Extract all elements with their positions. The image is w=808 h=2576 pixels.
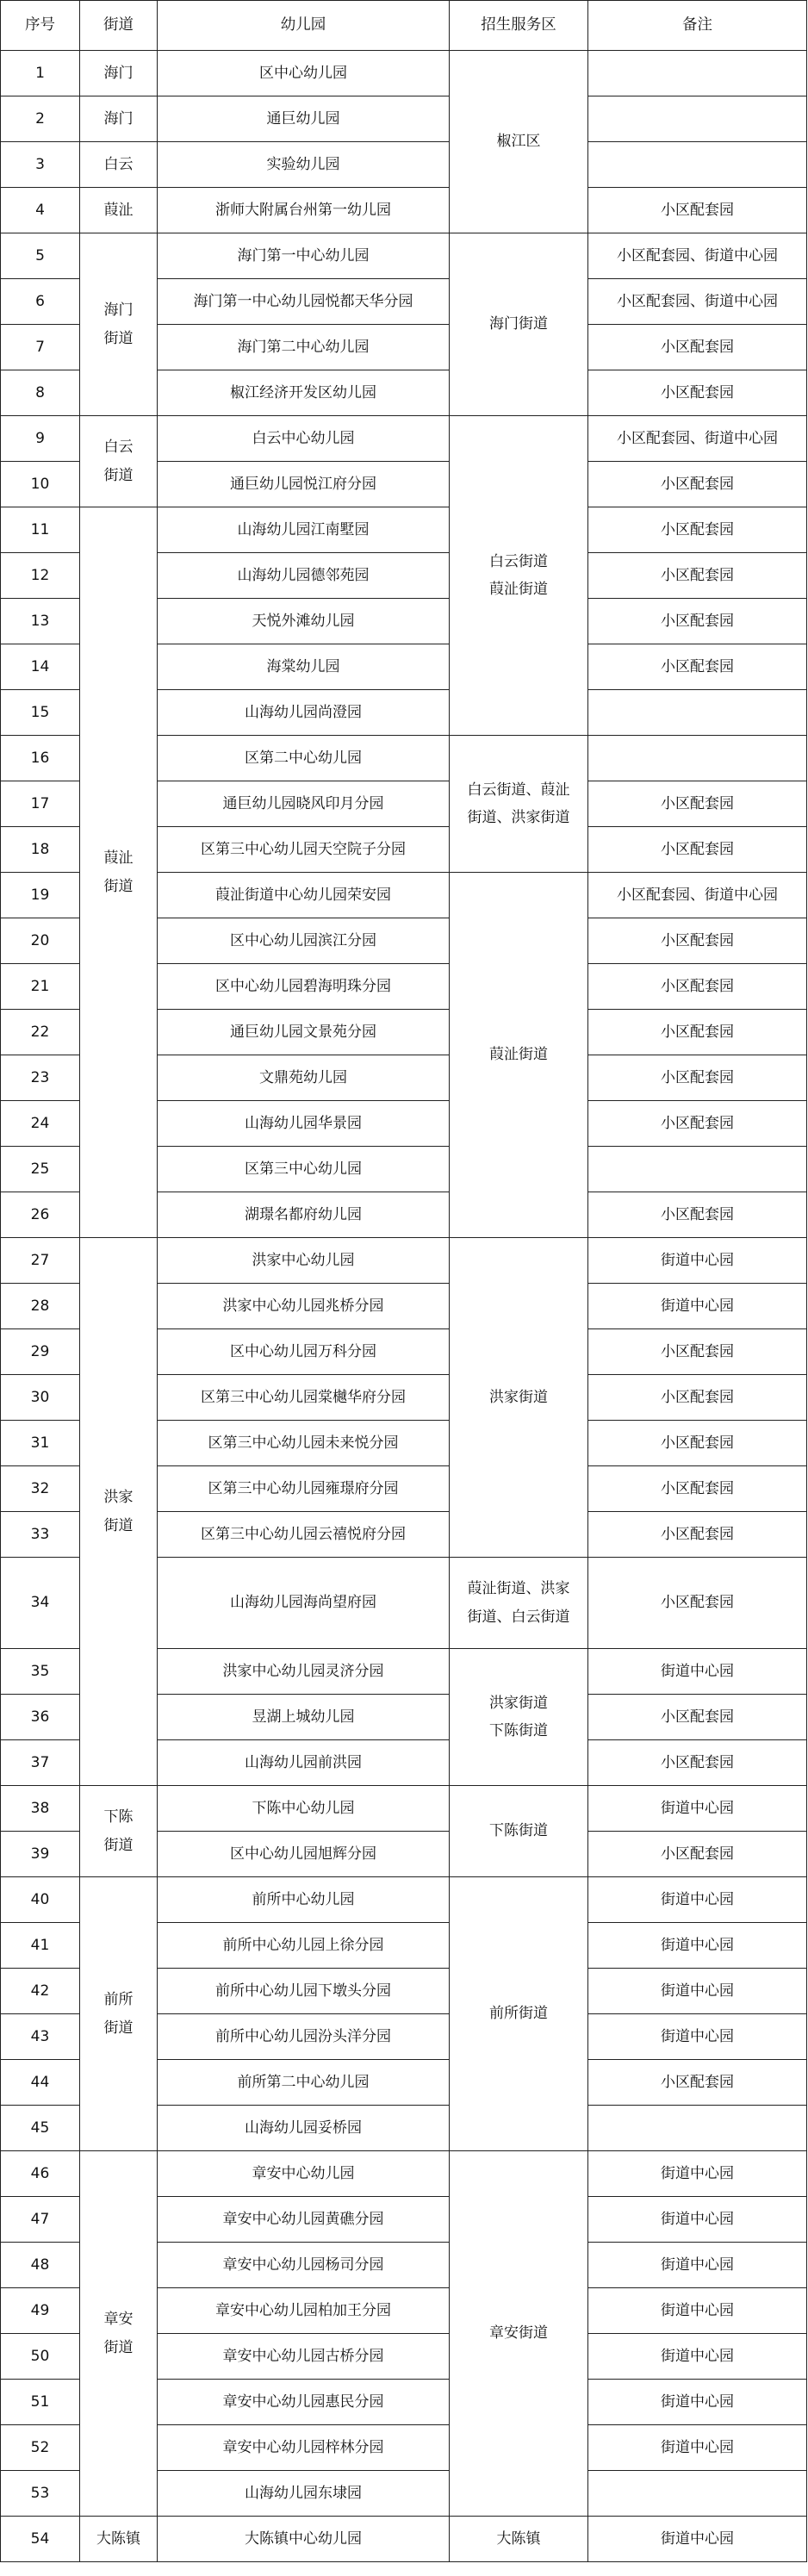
remark-cell: 小区配套园、街道中心园 <box>588 416 807 462</box>
row-serial-number: 42 <box>1 1969 80 2014</box>
row-serial-number: 11 <box>1 507 80 553</box>
row-serial-number: 22 <box>1 1010 80 1055</box>
remark-cell: 街道中心园 <box>588 2197 807 2243</box>
table-row <box>1 233 807 279</box>
row-serial-number: 52 <box>1 2425 80 2471</box>
service-zone-cell: 下陈街道 <box>450 1786 588 1877</box>
row-serial-number: 37 <box>1 1740 80 1786</box>
row-serial-number: 27 <box>1 1238 80 1284</box>
kindergarten-name-cell: 文鼎苑幼儿园 <box>158 1055 450 1101</box>
street-cell: 葭沚 <box>80 188 158 233</box>
street-cell: 葭沚 街道 <box>80 507 158 1238</box>
row-serial-number: 15 <box>1 690 80 736</box>
remark-cell: 小区配套园、街道中心园 <box>588 873 807 918</box>
remark-cell: 街道中心园 <box>588 2288 807 2334</box>
remark-cell <box>588 690 807 736</box>
row-serial-number: 46 <box>1 2151 80 2197</box>
remark-cell: 小区配套园 <box>588 1010 807 1055</box>
kindergarten-name-cell: 海门第一中心幼儿园 <box>158 233 450 279</box>
remark-cell: 小区配套园 <box>588 1055 807 1101</box>
kindergarten-name-cell: 山海幼儿园江南墅园 <box>158 507 450 553</box>
service-zone-cell: 海门街道 <box>450 233 588 416</box>
kindergarten-name-cell: 山海幼儿园尚澄园 <box>158 690 450 736</box>
row-serial-number: 8 <box>1 370 80 416</box>
row-serial-number: 7 <box>1 325 80 370</box>
service-zone-cell: 前所街道 <box>450 1877 588 2151</box>
service-zone-cell: 白云街道 葭沚街道 <box>450 416 588 736</box>
table-row <box>1 507 807 553</box>
table-row <box>1 142 807 188</box>
row-serial-number: 34 <box>1 1558 80 1649</box>
kindergarten-name-cell: 章安中心幼儿园古桥分园 <box>158 2334 450 2380</box>
row-serial-number: 9 <box>1 416 80 462</box>
remark-cell: 街道中心园 <box>588 1786 807 1832</box>
kindergarten-name-cell: 区第三中心幼儿园雍璟府分园 <box>158 1466 450 1512</box>
row-serial-number: 18 <box>1 827 80 873</box>
row-serial-number: 13 <box>1 599 80 644</box>
row-serial-number: 48 <box>1 2243 80 2288</box>
table-row <box>1 2151 807 2197</box>
row-serial-number: 36 <box>1 1695 80 1740</box>
remark-cell: 街道中心园 <box>588 1649 807 1695</box>
service-zone-cell: 章安街道 <box>450 2151 588 2517</box>
kindergarten-name-cell: 区中心幼儿园滨江分园 <box>158 918 450 964</box>
remark-cell: 街道中心园 <box>588 2243 807 2288</box>
remark-cell: 街道中心园 <box>588 1238 807 1284</box>
table-row <box>1 416 807 462</box>
row-serial-number: 24 <box>1 1101 80 1147</box>
row-serial-number: 17 <box>1 781 80 827</box>
row-serial-number: 35 <box>1 1649 80 1695</box>
remark-cell: 小区配套园 <box>588 1512 807 1558</box>
kindergarten-name-cell: 章安中心幼儿园黄礁分园 <box>158 2197 450 2243</box>
remark-cell <box>588 96 807 142</box>
kindergarten-name-cell: 通巨幼儿园悦江府分园 <box>158 462 450 507</box>
kindergarten-name-cell: 区第三中心幼儿园 <box>158 1147 450 1192</box>
row-serial-number: 30 <box>1 1375 80 1421</box>
remark-cell: 小区配套园 <box>588 781 807 827</box>
kindergarten-name-cell: 白云中心幼儿园 <box>158 416 450 462</box>
remark-cell: 小区配套园 <box>588 1695 807 1740</box>
remark-cell: 小区配套园、街道中心园 <box>588 279 807 325</box>
remark-cell: 小区配套园 <box>588 370 807 416</box>
remark-cell <box>588 142 807 188</box>
remark-cell: 小区配套园 <box>588 1421 807 1466</box>
remark-cell: 小区配套园 <box>588 918 807 964</box>
table-row <box>1 1877 807 1923</box>
row-serial-number: 39 <box>1 1832 80 1877</box>
remark-cell: 小区配套园 <box>588 827 807 873</box>
row-serial-number: 12 <box>1 553 80 599</box>
remark-cell: 街道中心园 <box>588 1284 807 1329</box>
kindergarten-name-cell: 区中心幼儿园旭辉分园 <box>158 1832 450 1877</box>
service-zone-cell: 洪家街道 <box>450 1238 588 1558</box>
remark-cell <box>588 2106 807 2151</box>
kindergarten-name-cell: 章安中心幼儿园梓林分园 <box>158 2425 450 2471</box>
kindergarten-name-cell: 章安中心幼儿园惠民分园 <box>158 2380 450 2425</box>
remark-cell: 小区配套园 <box>588 1558 807 1649</box>
kindergarten-name-cell: 区中心幼儿园碧海明珠分园 <box>158 964 450 1010</box>
row-serial-number: 14 <box>1 644 80 690</box>
kindergarten-name-cell: 浙师大附属台州第一幼儿园 <box>158 188 450 233</box>
remark-cell: 小区配套园 <box>588 644 807 690</box>
kindergarten-name-cell: 区中心幼儿园 <box>158 51 450 96</box>
remark-cell: 街道中心园 <box>588 2014 807 2060</box>
kindergarten-name-cell: 湖璟名都府幼儿园 <box>158 1192 450 1238</box>
table-header-row <box>1 1 807 51</box>
service-zone-cell: 洪家街道 下陈街道 <box>450 1649 588 1786</box>
row-serial-number: 19 <box>1 873 80 918</box>
street-cell: 下陈 街道 <box>80 1786 158 1877</box>
street-cell: 洪家 街道 <box>80 1238 158 1786</box>
remark-cell: 街道中心园 <box>588 2425 807 2471</box>
kindergarten-name-cell: 区第二中心幼儿园 <box>158 736 450 781</box>
kindergarten-name-cell: 通巨幼儿园文景苑分园 <box>158 1010 450 1055</box>
kindergarten-name-cell: 前所中心幼儿园上徐分园 <box>158 1923 450 1969</box>
kindergarten-name-cell: 海门第一中心幼儿园悦都天华分园 <box>158 279 450 325</box>
kindergarten-name-cell: 山海幼儿园妥桥园 <box>158 2106 450 2151</box>
row-serial-number: 1 <box>1 51 80 96</box>
kindergarten-name-cell: 前所中心幼儿园下墩头分园 <box>158 1969 450 2014</box>
kindergarten-name-cell: 下陈中心幼儿园 <box>158 1786 450 1832</box>
remark-cell: 小区配套园 <box>588 1832 807 1877</box>
row-serial-number: 28 <box>1 1284 80 1329</box>
row-serial-number: 4 <box>1 188 80 233</box>
service-zone-cell: 葭沚街道、洪家 街道、白云街道 <box>450 1558 588 1649</box>
row-serial-number: 47 <box>1 2197 80 2243</box>
row-serial-number: 53 <box>1 2471 80 2517</box>
row-serial-number: 43 <box>1 2014 80 2060</box>
row-serial-number: 20 <box>1 918 80 964</box>
kindergarten-name-cell: 大陈镇中心幼儿园 <box>158 2517 450 2562</box>
row-serial-number: 25 <box>1 1147 80 1192</box>
remark-cell: 街道中心园 <box>588 2334 807 2380</box>
kindergarten-name-cell: 山海幼儿园东埭园 <box>158 2471 450 2517</box>
remark-cell: 小区配套园 <box>588 188 807 233</box>
service-zone-cell: 白云街道、葭沚 街道、洪家街道 <box>450 736 588 873</box>
street-cell: 海门 街道 <box>80 233 158 416</box>
remark-cell: 小区配套园 <box>588 1329 807 1375</box>
kindergarten-name-cell: 洪家中心幼儿园 <box>158 1238 450 1284</box>
row-serial-number: 51 <box>1 2380 80 2425</box>
kindergarten-name-cell: 葭沚街道中心幼儿园荣安园 <box>158 873 450 918</box>
kindergarten-name-cell: 章安中心幼儿园柏加王分园 <box>158 2288 450 2334</box>
kindergarten-name-cell: 区第三中心幼儿园未来悦分园 <box>158 1421 450 1466</box>
row-serial-number: 50 <box>1 2334 80 2380</box>
table-body <box>1 51 807 2562</box>
row-serial-number: 5 <box>1 233 80 279</box>
row-serial-number: 26 <box>1 1192 80 1238</box>
row-serial-number: 10 <box>1 462 80 507</box>
row-serial-number: 23 <box>1 1055 80 1101</box>
remark-cell: 小区配套园 <box>588 599 807 644</box>
row-serial-number: 3 <box>1 142 80 188</box>
header-service-zone: 招生服务区 <box>450 1 588 51</box>
remark-cell: 街道中心园 <box>588 1877 807 1923</box>
row-serial-number: 45 <box>1 2106 80 2151</box>
street-cell: 海门 <box>80 51 158 96</box>
kindergarten-name-cell: 椒江经济开发区幼儿园 <box>158 370 450 416</box>
kindergarten-name-cell: 洪家中心幼儿园灵济分园 <box>158 1649 450 1695</box>
row-serial-number: 16 <box>1 736 80 781</box>
header-street: 街道 <box>80 1 158 51</box>
remark-cell: 小区配套园 <box>588 1101 807 1147</box>
table-row <box>1 2517 807 2562</box>
remark-cell: 小区配套园 <box>588 2060 807 2106</box>
table-row <box>1 188 807 233</box>
remark-cell <box>588 1147 807 1192</box>
kindergarten-name-cell: 区第三中心幼儿园天空院子分园 <box>158 827 450 873</box>
kindergarten-name-cell: 通巨幼儿园 <box>158 96 450 142</box>
table-row <box>1 1786 807 1832</box>
kindergarten-name-cell: 章安中心幼儿园杨司分园 <box>158 2243 450 2288</box>
street-cell: 白云 <box>80 142 158 188</box>
row-serial-number: 33 <box>1 1512 80 1558</box>
street-cell: 白云 街道 <box>80 416 158 507</box>
header-serial-number: 序号 <box>1 1 80 51</box>
kindergarten-name-cell: 昱湖上城幼儿园 <box>158 1695 450 1740</box>
remark-cell <box>588 2471 807 2517</box>
kindergarten-name-cell: 洪家中心幼儿园兆桥分园 <box>158 1284 450 1329</box>
remark-cell <box>588 51 807 96</box>
remark-cell: 街道中心园 <box>588 2380 807 2425</box>
remark-cell: 街道中心园 <box>588 2151 807 2197</box>
row-serial-number: 49 <box>1 2288 80 2334</box>
remark-cell: 小区配套园 <box>588 1466 807 1512</box>
row-serial-number: 44 <box>1 2060 80 2106</box>
kindergarten-name-cell: 前所中心幼儿园汾头洋分园 <box>158 2014 450 2060</box>
kindergarten-name-cell: 海门第二中心幼儿园 <box>158 325 450 370</box>
row-serial-number: 29 <box>1 1329 80 1375</box>
row-serial-number: 41 <box>1 1923 80 1969</box>
remark-cell: 小区配套园 <box>588 325 807 370</box>
kindergarten-name-cell: 山海幼儿园德邻苑园 <box>158 553 450 599</box>
kindergarten-name-cell: 山海幼儿园前洪园 <box>158 1740 450 1786</box>
header-remarks: 备注 <box>588 1 807 51</box>
service-zone-cell: 大陈镇 <box>450 2517 588 2562</box>
street-cell: 大陈镇 <box>80 2517 158 2562</box>
service-zone-cell: 椒江区 <box>450 51 588 233</box>
kindergarten-name-cell: 区第三中心幼儿园云禧悦府分园 <box>158 1512 450 1558</box>
remark-cell: 小区配套园 <box>588 1192 807 1238</box>
row-serial-number: 21 <box>1 964 80 1010</box>
table-row <box>1 51 807 96</box>
street-cell: 章安 街道 <box>80 2151 158 2517</box>
kindergarten-name-cell: 前所第二中心幼儿园 <box>158 2060 450 2106</box>
row-serial-number: 2 <box>1 96 80 142</box>
remark-cell: 小区配套园 <box>588 1375 807 1421</box>
kindergarten-name-cell: 天悦外滩幼儿园 <box>158 599 450 644</box>
remark-cell: 小区配套园 <box>588 553 807 599</box>
kindergarten-name-cell: 海棠幼儿园 <box>158 644 450 690</box>
remark-cell: 小区配套园、街道中心园 <box>588 233 807 279</box>
row-serial-number: 40 <box>1 1877 80 1923</box>
kindergarten-name-cell: 前所中心幼儿园 <box>158 1877 450 1923</box>
kindergarten-name-cell: 实验幼儿园 <box>158 142 450 188</box>
kindergarten-name-cell: 通巨幼儿园晓风印月分园 <box>158 781 450 827</box>
row-serial-number: 31 <box>1 1421 80 1466</box>
remark-cell: 小区配套园 <box>588 507 807 553</box>
remark-cell: 街道中心园 <box>588 1923 807 1969</box>
kindergarten-name-cell: 山海幼儿园海尚望府园 <box>158 1558 450 1649</box>
row-serial-number: 54 <box>1 2517 80 2562</box>
kindergarten-name-cell: 区第三中心幼儿园棠樾华府分园 <box>158 1375 450 1421</box>
remark-cell <box>588 736 807 781</box>
remark-cell: 小区配套园 <box>588 1740 807 1786</box>
table-row <box>1 1238 807 1284</box>
kindergarten-name-cell: 章安中心幼儿园 <box>158 2151 450 2197</box>
street-cell: 前所 街道 <box>80 1877 158 2151</box>
remark-cell: 小区配套园 <box>588 964 807 1010</box>
header-kindergarten: 幼儿园 <box>158 1 450 51</box>
service-zone-cell: 葭沚街道 <box>450 873 588 1238</box>
remark-cell: 街道中心园 <box>588 2517 807 2562</box>
street-cell: 海门 <box>80 96 158 142</box>
row-serial-number: 38 <box>1 1786 80 1832</box>
remark-cell: 小区配套园 <box>588 462 807 507</box>
row-serial-number: 32 <box>1 1466 80 1512</box>
remark-cell: 街道中心园 <box>588 1969 807 2014</box>
row-serial-number: 6 <box>1 279 80 325</box>
kindergarten-name-cell: 区中心幼儿园万科分园 <box>158 1329 450 1375</box>
table-row <box>1 96 807 142</box>
kindergarten-name-cell: 山海幼儿园华景园 <box>158 1101 450 1147</box>
